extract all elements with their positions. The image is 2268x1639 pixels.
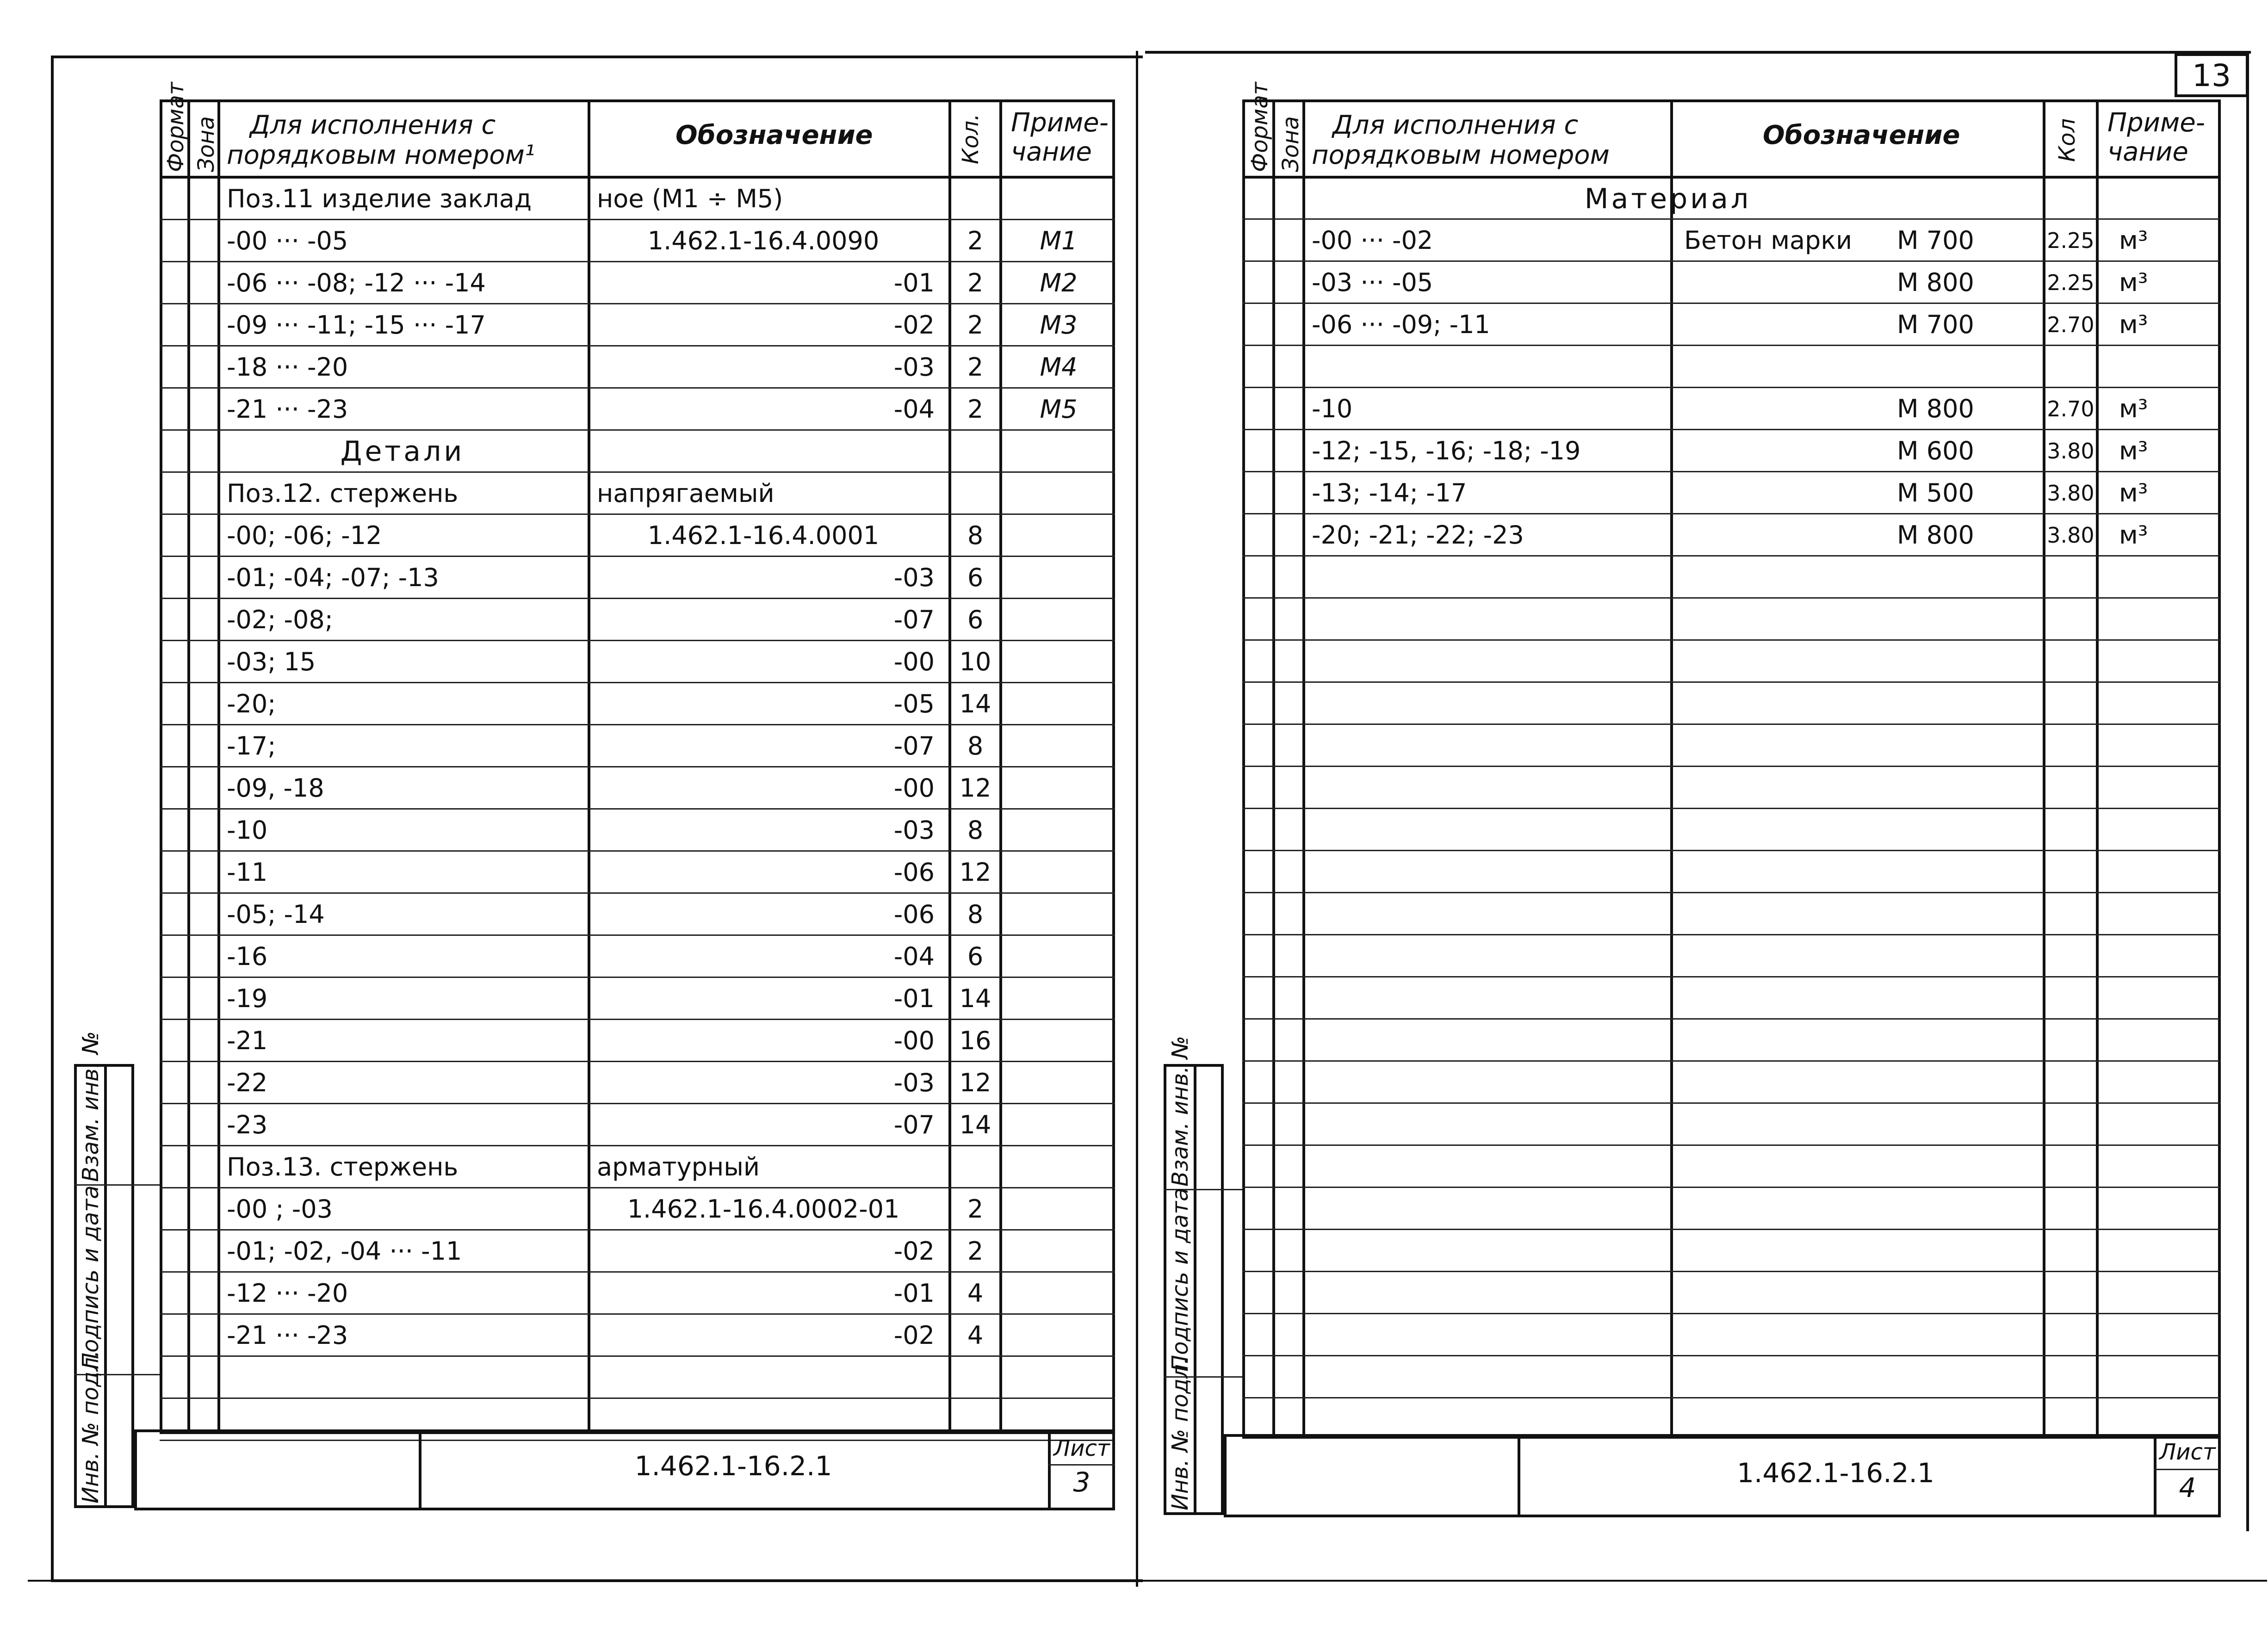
left-row-designation: -01	[893, 1279, 935, 1308]
right-row-exec: -20; -21; -22; -23	[1312, 520, 1524, 550]
right-row-line	[1242, 1313, 2221, 1314]
left-row-designation: арматурный	[597, 1152, 760, 1181]
right-row-note	[2119, 346, 2221, 388]
right-stamp-code: 1.462.1-16.2.1	[1737, 1457, 1934, 1489]
right-row-material: Бетон марки	[1684, 226, 1853, 255]
left-row-exec: Поз.12. стержень	[227, 479, 459, 508]
left-row-note	[1002, 1062, 1115, 1104]
left-side-inv-podl: Инв. № подл.	[78, 1350, 104, 1503]
right-row-exec: -10	[1312, 394, 1353, 423]
right-row-line	[1242, 724, 2221, 725]
left-row-note	[1002, 1188, 1115, 1230]
left-stamp-code: 1.462.1-16.2.1	[634, 1450, 832, 1482]
right-header-zone: Зона	[1278, 116, 1304, 172]
left-row-designation: -00	[893, 1026, 935, 1055]
left-row-designation: -03	[893, 353, 935, 382]
right-row-line	[1242, 850, 2221, 851]
right-side-podpis-data: Подпись и дата	[1167, 1188, 1193, 1372]
left-row-note: М3	[1040, 310, 1078, 340]
left-row-exec: Поз.13. стержень	[227, 1152, 459, 1181]
right-row-material	[1684, 514, 1883, 556]
left-row-designation: -00	[893, 647, 935, 676]
left-row-qty: 16	[959, 1026, 991, 1055]
right-row-exec: -03 ··· -05	[1312, 268, 1433, 297]
right-row-line	[1242, 1187, 2221, 1188]
right-row-line	[1242, 1018, 2221, 1020]
right-row-qty	[2045, 346, 2096, 388]
left-row-designation: -04	[893, 942, 935, 971]
right-row-material	[1684, 430, 1883, 472]
left-row-designation: -03	[893, 563, 935, 592]
left-header-execution-2: порядковым номером¹	[227, 140, 535, 170]
right-header-format: Формат	[1247, 82, 1273, 172]
left-row-note	[1002, 683, 1115, 725]
left-row-exec: -00; -06; -12	[227, 521, 382, 550]
left-row-exec: -19	[227, 984, 268, 1013]
left-row-note	[1002, 725, 1115, 767]
right-side-inv-podl: Инв. № подл.	[1167, 1357, 1193, 1510]
left-row-designation: напрягаемый	[597, 479, 775, 508]
left-row-qty: 2	[967, 353, 984, 382]
left-row-exec: -22	[227, 1068, 268, 1097]
left-row-exec: -09, -18	[227, 773, 324, 803]
left-row-designation: -06	[893, 858, 935, 887]
right-row-material	[1684, 472, 1883, 514]
right-row-exec: -00 ··· -02	[1312, 226, 1433, 255]
left-row-qty: 2	[967, 268, 984, 297]
left-stamp-list-number: 3	[1073, 1466, 1091, 1498]
right-row-line	[1242, 1060, 2221, 1062]
left-row-note	[1002, 810, 1115, 851]
right-header-designation: Обозначение	[1763, 120, 1960, 150]
left-row-designation: 1.462.1-16.4.0001	[647, 521, 880, 550]
left-row-qty: 6	[967, 605, 984, 634]
left-row-exec: -11	[227, 858, 268, 887]
left-row-note	[1002, 894, 1115, 935]
right-row-grade: М 800	[1897, 268, 1974, 297]
left-row-exec: -21	[227, 1026, 268, 1055]
left-row-designation: -02	[893, 1237, 935, 1266]
right-row-line	[1242, 808, 2221, 809]
left-row-exec: -03; 15	[227, 647, 316, 676]
left-row-designation: -03	[893, 816, 935, 845]
left-row-designation: -04	[893, 395, 935, 424]
left-row-exec: -21 ··· -23	[227, 1321, 348, 1350]
left-row-qty: 14	[959, 1110, 991, 1139]
left-side-vzam-inv: Взам. инв. №	[78, 1031, 104, 1182]
left-row-qty: 4	[967, 1321, 984, 1350]
right-row-qty: 2.25	[2047, 228, 2094, 253]
left-row-exec: -18 ··· -20	[227, 353, 348, 382]
right-header-execution-2: порядковым номером	[1312, 140, 1610, 170]
left-header-designation: Обозначение	[675, 120, 873, 150]
left-row-designation: -01	[893, 984, 935, 1013]
right-row-material	[1684, 262, 1883, 303]
left-row-qty: 8	[967, 900, 984, 929]
right-row-note: м³	[2119, 478, 2148, 507]
left-row-qty	[951, 178, 999, 220]
right-row-grade: М 800	[1897, 394, 1974, 423]
left-row-designation: -07	[893, 605, 935, 634]
left-row-exec: -12 ··· -20	[227, 1279, 348, 1308]
right-row-grade: М 500	[1897, 478, 1974, 507]
left-row-designation: 1.462.1-16.4.0090	[647, 226, 880, 255]
left-row-note	[1002, 978, 1115, 1020]
right-row-line	[1242, 766, 2221, 767]
right-row-qty: 3.80	[2047, 523, 2094, 548]
left-row-exec	[227, 1357, 583, 1398]
left-row-qty: 14	[959, 984, 991, 1013]
right-row-note: м³	[2119, 226, 2148, 255]
left-row-exec: -00 ; -03	[227, 1194, 333, 1224]
right-row-exec: -06 ··· -09; -11	[1312, 310, 1490, 339]
left-row-designation: -03	[893, 1068, 935, 1097]
right-row-grade	[1897, 346, 2040, 388]
left-row-note	[1002, 1020, 1115, 1062]
right-row-grade: М 600	[1897, 436, 1974, 465]
right-row-line	[1242, 1144, 2221, 1146]
right-header-execution-1: Для исполнения с	[1332, 110, 1579, 140]
right-row-qty: 2.70	[2047, 312, 2094, 337]
left-row-note	[1002, 599, 1115, 641]
left-row-note	[1002, 515, 1115, 557]
left-row-exec: -23	[227, 1110, 268, 1139]
right-row-material	[1684, 388, 1883, 430]
left-row-note	[1002, 1231, 1115, 1272]
right-header-note-2: чание	[2107, 137, 2188, 167]
left-row-note	[1002, 1146, 1115, 1188]
right-row-qty: 2.25	[2047, 270, 2094, 295]
left-row-note	[1002, 473, 1115, 514]
left-row-exec: -00 ··· -05	[227, 226, 348, 255]
left-row-qty: 8	[967, 816, 984, 845]
left-row-qty: 14	[959, 689, 991, 718]
left-row-note: М2	[1040, 268, 1078, 297]
left-row-note	[1002, 936, 1115, 977]
right-row-material	[1684, 346, 1883, 388]
left-row-exec: -10	[227, 816, 268, 845]
left-row-designation: -06	[893, 900, 935, 929]
left-row-exec: -21 ··· -23	[227, 395, 348, 424]
right-row-line	[1242, 1271, 2221, 1272]
right-row-note: м³	[2119, 520, 2148, 550]
right-side-vzam-inv: Взам. инв. №	[1167, 1036, 1193, 1187]
left-row-qty: 2	[967, 310, 984, 340]
left-row-note	[1002, 1357, 1115, 1398]
right-row-line	[1242, 681, 2221, 683]
left-row-note: М5	[1040, 395, 1078, 424]
left-row-qty: 8	[967, 521, 984, 550]
left-row-designation: 1.462.1-16.4.0002-01	[627, 1194, 900, 1224]
left-row-qty: 2	[967, 1237, 984, 1266]
left-row-heading: Детали	[340, 435, 465, 468]
right-row-grade: М 700	[1897, 310, 1974, 339]
right-row-line	[1242, 1397, 2221, 1398]
left-row-note: М1	[1040, 226, 1078, 255]
right-row-grade: М 800	[1897, 520, 1974, 550]
right-row-grade: М 700	[1897, 226, 1974, 255]
sheet-number: 13	[2192, 58, 2231, 93]
left-row-qty: 4	[967, 1279, 984, 1308]
left-header-zone: Зона	[193, 116, 219, 172]
page-divider	[1136, 51, 1138, 1587]
left-row-exec: -20;	[227, 689, 276, 718]
right-row-note: м³	[2119, 394, 2148, 423]
left-row-note	[1002, 178, 1115, 220]
right-row-exec: -12; -15, -16; -18; -19	[1312, 436, 1581, 465]
left-header-execution-1: Для исполнения с	[250, 110, 496, 140]
left-row-exec: -02; -08;	[227, 605, 333, 634]
right-row-material	[1684, 304, 1883, 346]
left-row-note	[1002, 641, 1115, 683]
left-row-qty: 8	[967, 731, 984, 761]
left-header-qty: Кол.	[958, 113, 984, 164]
right-header-note-1: Приме-	[2107, 108, 2205, 138]
right-row-line	[1242, 892, 2221, 893]
right-row-line	[1242, 976, 2221, 977]
left-row-designation: -07	[893, 1110, 935, 1139]
left-row-exec: -17;	[227, 731, 276, 761]
right-row-line	[1242, 934, 2221, 935]
left-header-format: Формат	[163, 82, 189, 172]
left-row-note	[1002, 1273, 1115, 1314]
left-row-qty: 10	[959, 647, 991, 676]
left-row-note	[1002, 557, 1115, 599]
left-row-qty: 2	[967, 395, 984, 424]
right-row-note: м³	[2119, 310, 2148, 339]
left-row-exec: -09 ··· -11; -15 ··· -17	[227, 310, 486, 340]
left-stamp-list-label: Лист	[1053, 1435, 1110, 1461]
right-row-line	[1242, 597, 2221, 599]
left-row-exec: -05; -14	[227, 900, 325, 929]
right-row-qty: 2.70	[2047, 396, 2094, 421]
left-row-qty: 12	[959, 858, 991, 887]
left-row-note: М4	[1040, 353, 1078, 382]
right-row-exec: -13; -14; -17	[1312, 478, 1467, 507]
left-row-qty: 2	[967, 1194, 984, 1224]
left-row-designation: ное (М1 ÷ М5)	[597, 184, 783, 213]
left-row-designation: -02	[893, 1321, 935, 1350]
left-row-qty: 12	[959, 773, 991, 803]
left-row-qty	[951, 1357, 999, 1398]
right-row-line	[1242, 639, 2221, 641]
left-row-designation: -00	[893, 773, 935, 803]
left-header-note-1: Приме-	[1011, 108, 1109, 138]
right-row-qty: 3.80	[2047, 439, 2094, 464]
left-row-note	[1002, 1104, 1115, 1146]
left-header-note-2: чание	[1011, 137, 1092, 167]
right-row-line	[1242, 1102, 2221, 1104]
bottom-rule	[28, 1580, 2267, 1582]
left-row-qty	[951, 473, 999, 514]
left-side-podpis-data: Подпись и дата	[78, 1185, 104, 1369]
left-row-qty: 6	[967, 563, 984, 592]
left-row-exec: -06 ··· -08; -12 ··· -14	[227, 268, 486, 297]
right-row-qty: 3.80	[2047, 481, 2094, 506]
left-row-qty: 6	[967, 942, 984, 971]
right-section-material: Материал	[1584, 183, 1752, 215]
left-row-exec: -01; -04; -07; -13	[227, 563, 439, 592]
left-row-qty: 2	[967, 226, 984, 255]
left-row-exec: Поз.11 изделие заклад	[227, 184, 532, 213]
left-row-note	[1002, 852, 1115, 893]
left-row-exec: -01; -02, -04 ··· -11	[227, 1237, 462, 1266]
right-row-line	[1242, 1355, 2221, 1356]
right-row-exec	[1312, 346, 1668, 388]
left-row-designation	[592, 1357, 935, 1398]
right-stamp-list-number: 4	[2179, 1472, 2196, 1503]
left-row-designation: -05	[893, 689, 935, 718]
right-stamp-list-label: Лист	[2159, 1439, 2216, 1465]
right-row-line	[1242, 1229, 2221, 1230]
right-header-qty: Кол	[2054, 118, 2080, 162]
left-row-note	[1002, 1315, 1115, 1356]
left-row-designation: -02	[893, 310, 935, 340]
right-row-note: м³	[2119, 436, 2148, 465]
left-row-designation: -07	[893, 731, 935, 761]
left-row-qty	[951, 1146, 999, 1188]
left-row-exec: -16	[227, 942, 268, 971]
right-row-note: м³	[2119, 268, 2148, 297]
left-row-designation: -01	[893, 268, 935, 297]
left-row-qty: 12	[959, 1068, 991, 1097]
left-row-note	[1002, 767, 1115, 809]
